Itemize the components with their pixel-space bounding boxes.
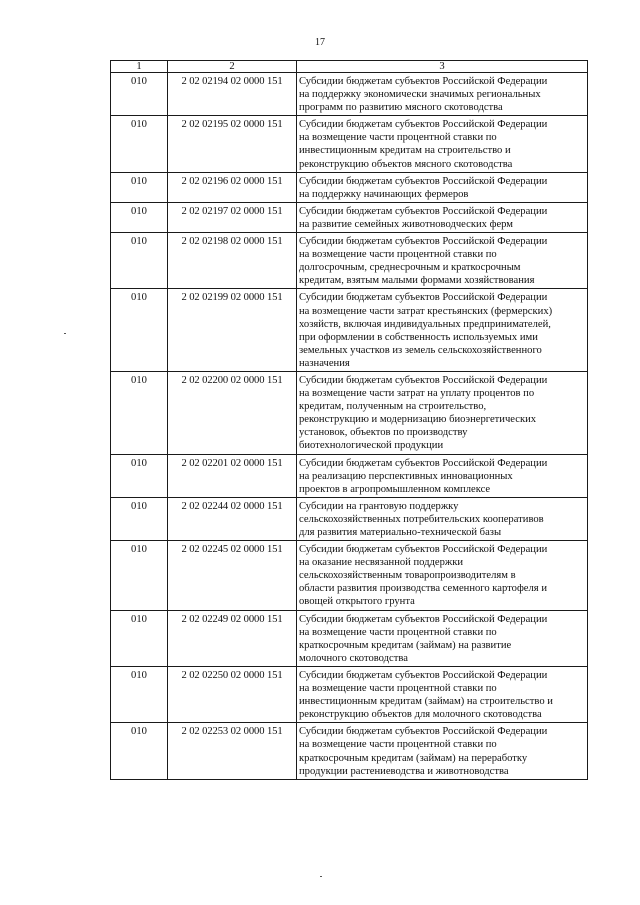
table-row — [111, 116, 588, 172]
description-cell — [297, 116, 588, 172]
description-line: хозяйств, включая индивидуальных предпринимателей, — [299, 318, 551, 330]
table-row — [111, 541, 588, 610]
description-cell — [297, 73, 588, 116]
description-line: Субсидии бюджетам субъектов Российской Федерации — [299, 76, 548, 87]
description-line: на возмещение части процентной ставки по — [299, 132, 497, 144]
description-line: сельскохозяйственным товаропроизводителям в — [299, 570, 516, 582]
admin-code-cell: 010 — [111, 202, 168, 232]
description-line: Субсидии бюджетам субъектов Российской Федерации — [299, 726, 548, 738]
admin-code-cell: 010 — [111, 289, 168, 372]
description-line: биотехнологической продукции — [299, 440, 444, 452]
description-line: на развитие семейных животноводческих ферм — [299, 218, 514, 230]
description-line: сельскохозяйственных потребительских кооперативов — [299, 513, 544, 525]
description-line: Субсидии на грантовую поддержку — [299, 500, 459, 512]
description-line: области развития производства семенного картофеля и — [299, 583, 547, 595]
description-cell — [297, 289, 588, 372]
description-line: на реализацию перспективных инновационных — [299, 470, 513, 482]
description-line: реконструкцию объектов для молочного скотоводства — [299, 709, 542, 721]
description-line: Субсидии бюджетам субъектов Российской Федерации — [299, 119, 548, 131]
column-header-3: 3 — [297, 61, 588, 73]
description-cell — [297, 497, 588, 540]
column-header-2: 2 — [168, 61, 297, 73]
description-line: инвестиционным кредитам на строительство и — [299, 145, 511, 157]
admin-code-cell: 010 — [111, 610, 168, 666]
admin-code-cell: 010 — [111, 233, 168, 289]
table-row — [111, 233, 588, 289]
column-header-1: 1 — [111, 61, 168, 73]
budget-code-cell: 2 02 02200 02 0000 151 — [168, 371, 297, 454]
description-cell — [297, 723, 588, 779]
description-line: Субсидии бюджетам субъектов Российской Федерации — [299, 292, 548, 304]
admin-code-cell: 010 — [111, 116, 168, 172]
table-row — [111, 202, 588, 232]
description-line: Субсидии бюджетам субъектов Российской Федерации — [299, 175, 548, 187]
description-cell — [297, 610, 588, 666]
description-line: на поддержку экономически значимых региональных — [299, 89, 541, 101]
budget-code-cell: 2 02 02199 02 0000 151 — [168, 289, 297, 372]
description-line: при оформлении в собственность используемых ими — [299, 331, 538, 343]
description-line: проектов в агропромышленном комплексе — [299, 483, 491, 495]
description-line: кредитам, полученным на строительство, — [299, 401, 487, 413]
table-row — [111, 666, 588, 722]
description-line: на возмещение части процентной ставки по — [299, 683, 497, 695]
admin-code-cell: 010 — [111, 371, 168, 454]
description-line: Субсидии бюджетам субъектов Российской Федерации — [299, 374, 548, 386]
description-cell — [297, 202, 588, 232]
budget-code-cell: 2 02 02197 02 0000 151 — [168, 202, 297, 232]
table-body — [111, 73, 588, 780]
description-line: на оказание несвязанной поддержки — [299, 557, 464, 569]
description-line: молочного скотоводства — [299, 652, 408, 664]
admin-code-cell: 010 — [111, 497, 168, 540]
budget-code-cell: 2 02 02201 02 0000 151 — [168, 454, 297, 497]
admin-code-cell: 010 — [111, 723, 168, 779]
description-line: краткосрочным кредитам (займам) на переработку — [299, 752, 528, 764]
budget-code-cell: 2 02 02198 02 0000 151 — [168, 233, 297, 289]
admin-code-cell: 010 — [111, 541, 168, 610]
description-line: земельных участков из земель сельскохозяйственного — [299, 344, 542, 356]
table-row — [111, 610, 588, 666]
description-line: долгосрочным, среднесрочным и краткосрочным — [299, 262, 521, 274]
admin-code-cell: 010 — [111, 73, 168, 116]
description-line: на возмещение части затрат крестьянских (фермерских) — [299, 305, 553, 317]
description-line: для развития материально-технической базы — [299, 527, 502, 538]
table-row — [111, 73, 588, 116]
description-line: продукции растениеводства и животноводства — [299, 765, 509, 777]
budget-code-cell: 2 02 02195 02 0000 151 — [168, 116, 297, 172]
budget-code-cell: 2 02 02253 02 0000 151 — [168, 723, 297, 779]
table-row — [111, 497, 588, 540]
description-line: на возмещение части процентной ставки по — [299, 249, 497, 261]
description-line: Субсидии бюджетам субъектов Российской Федерации — [299, 236, 548, 248]
budget-code-cell: 2 02 02250 02 0000 151 — [168, 666, 297, 722]
description-line: на поддержку начинающих фермеров — [299, 188, 469, 200]
table-row — [111, 289, 588, 372]
admin-code-cell: 010 — [111, 454, 168, 497]
description-line: на возмещение части процентной ставки по — [299, 626, 497, 638]
description-line: Субсидии бюджетам субъектов Российской Федерации — [299, 457, 548, 469]
table-row — [111, 371, 588, 454]
description-line: овощей открытого грунта — [299, 596, 415, 608]
description-line: реконструкцию и модернизацию биоэнергетических — [299, 414, 537, 426]
description-line: на возмещение части затрат на уплату процентов по — [299, 388, 535, 400]
table-row — [111, 172, 588, 202]
page-number: 17 — [315, 37, 325, 48]
description-cell — [297, 371, 588, 454]
budget-codes-table — [110, 60, 588, 780]
budget-code-cell: 2 02 02244 02 0000 151 — [168, 497, 297, 540]
header-row — [111, 61, 588, 73]
description-line: программ по развитию мясного скотоводства — [299, 102, 503, 114]
description-line: установок, объектов по производству — [299, 427, 468, 439]
description-cell — [297, 541, 588, 610]
budget-code-cell: 2 02 02194 02 0000 151 — [168, 73, 297, 116]
description-line: назначения — [299, 357, 350, 369]
description-line: на возмещение части процентной ставки по — [299, 739, 497, 751]
description-cell — [297, 666, 588, 722]
table-row — [111, 723, 588, 779]
description-line: Субсидии бюджетам субъектов Российской Федерации — [299, 544, 548, 556]
scan-speck — [64, 333, 66, 334]
budget-code-cell: 2 02 02249 02 0000 151 — [168, 610, 297, 666]
table-row — [111, 454, 588, 497]
description-line: Субсидии бюджетам субъектов Российской Федерации — [299, 613, 548, 625]
description-line: кредитам, взятым малыми формами хозяйствования — [299, 275, 535, 287]
description-line: краткосрочным кредитам (займам) на развитие — [299, 639, 512, 651]
description-cell — [297, 233, 588, 289]
budget-code-cell: 2 02 02245 02 0000 151 — [168, 541, 297, 610]
description-line: Субсидии бюджетам субъектов Российской Федерации — [299, 669, 548, 681]
description-line: инвестиционным кредитам (займам) на строительство и — [299, 696, 553, 708]
description-line: Субсидии бюджетам субъектов Российской Федерации — [299, 205, 548, 217]
scan-speck — [320, 876, 322, 877]
admin-code-cell: 010 — [111, 172, 168, 202]
description-line: реконструкцию объектов мясного скотоводства — [299, 158, 513, 170]
description-cell — [297, 172, 588, 202]
admin-code-cell: 010 — [111, 666, 168, 722]
budget-code-cell: 2 02 02196 02 0000 151 — [168, 172, 297, 202]
description-cell — [297, 454, 588, 497]
